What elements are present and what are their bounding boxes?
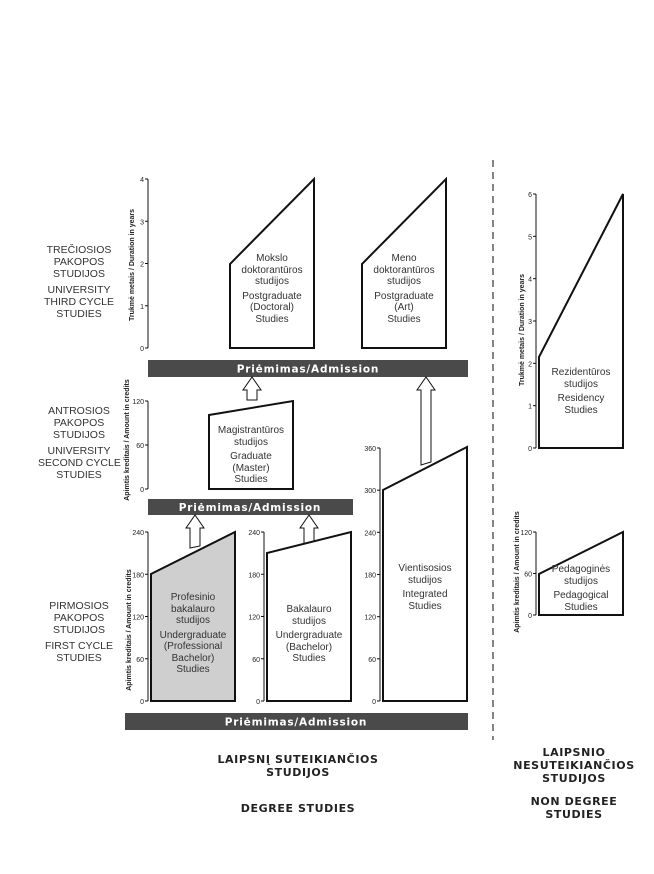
nondegree-studies-caption-lt: LAIPSNIO NESUTEIKIANČIOS STUDIJOS [513, 746, 635, 785]
axis-integrated-credits-tick-label: 120 [364, 614, 376, 622]
axis-bachelor-credits-tick-label: 240 [248, 530, 260, 537]
axis-doctoral-years-tick-label: 1 [140, 303, 144, 311]
axis-first-credits-tick-label: 180 [132, 572, 144, 580]
axis-integrated-credits-tick-label: 60 [368, 656, 376, 664]
axis-residency-years-tick-label: 1 [528, 403, 532, 411]
axis-residency-years-tick-label: 4 [528, 276, 532, 284]
axis-title-credits-pedagogical: Apimtis kreditais / Amount in credits [514, 511, 521, 633]
axis-doctoral-years-tick-label: 4 [140, 177, 144, 184]
axis-residency-years-tick-label: 6 [528, 192, 532, 199]
axis-first-credits-tick-label: 120 [132, 614, 144, 622]
axis-doctoral-years-tick-label: 0 [140, 346, 144, 353]
axis-residency-years-tick-label: 2 [528, 361, 532, 369]
axis-bachelor-credits-tick-label: 120 [248, 614, 260, 622]
admission-bar-third [148, 360, 468, 377]
axis-title-credits-first: Apimtis kreditais / Amount in credits [126, 569, 133, 691]
axis-title-credits-master: Apimtis kreditais / Amount in credits [124, 379, 131, 501]
axis-title-duration-residency: Trukmė metais / Duration in years [519, 273, 526, 387]
axis-bachelor-credits-tick-label: 0 [256, 699, 260, 706]
axis-integrated-credits-tick-label: 360 [364, 446, 376, 453]
axis-integrated-credits-tick-label: 300 [364, 488, 376, 496]
axis-residency-years-tick-label: 0 [528, 446, 532, 453]
axis-bachelor-credits-tick-label: 180 [248, 572, 260, 580]
program-doctoral-label: Mokslo doktorantūros studijos Postgraduate (Doctoral) Studies [241, 253, 303, 325]
axis-integrated-credits-tick-label: 240 [364, 530, 376, 538]
admission-bar-first [125, 713, 468, 730]
program-art-label: Meno doktorantūros studijos Postgraduate (Art) Studies [373, 253, 435, 325]
degree-studies-caption-lt: LAIPSNĮ SUTEIKIANČIOS STUDIJOS [217, 753, 379, 779]
svg-text:Priėmimas/Admission: Priėmimas/Admission [178, 502, 322, 514]
axis-first-credits-tick-label: 240 [132, 530, 144, 537]
axis-doctoral-years-tick-label: 3 [140, 219, 144, 227]
arrow-integrated-to-third [417, 377, 435, 465]
axis-master-credits-tick-label: 120 [132, 399, 144, 406]
axis-first-credits-tick-label: 60 [136, 656, 144, 664]
axis-title-duration-third: Trukmė metais / Duration in years [129, 208, 136, 322]
program-pedagogical-label: Pedagoginės studijos Pedagogical Studies [551, 564, 611, 613]
program-residency-label: Rezidentūros studijos Residency Studies [551, 367, 611, 416]
arrow-bachelor-to-second [300, 515, 318, 544]
axis-residency-years-tick-label: 3 [528, 319, 532, 326]
program-master-label: Magistrantūros studijos Graduate (Master) Studies [217, 425, 285, 485]
axis-integrated-credits-tick-label: 0 [372, 699, 376, 706]
axis-doctoral-years-tick-label: 2 [140, 261, 144, 269]
degree-studies-caption-en: DEGREE STUDIES [240, 802, 356, 815]
axis-residency-years-tick-label: 5 [528, 234, 532, 242]
svg-text:Priėmimas/Admission: Priėmimas/Admission [224, 716, 368, 729]
axis-master-credits-tick-label: 60 [136, 443, 144, 450]
program-integrated-label: Vientisosios studijos Integrated Studies [398, 563, 452, 612]
level-label-third: TREČIOSIOS PAKOPOS STUDIJOS UNIVERSITY THIRD CYCLE STUDIES [43, 244, 114, 320]
axis-first-credits-tick-label: 0 [140, 699, 144, 706]
arrow-professional-to-second [186, 515, 204, 548]
svg-text:Priėmimas/Admission: Priėmimas/Admission [236, 363, 380, 376]
axis-pedagogical-credits-tick-label: 0 [528, 613, 532, 620]
program-professional-label: Profesinio bakalauro studijos Undergraduate (Professional Bachelor) Studies [159, 592, 227, 675]
axis-bachelor-credits-tick-label: 60 [252, 656, 260, 664]
admission-bar-second [148, 499, 353, 515]
axis-pedagogical-credits-tick-label: 120 [520, 530, 532, 537]
axis-pedagogical-credits-tick-label: 60 [524, 571, 532, 579]
program-bachelor-label: Bakalauro studijos Undergraduate (Bachelor) Studies [275, 604, 343, 664]
level-label-first: PIRMOSIOS PAKOPOS STUDIJOS FIRST CYCLE STUDIES [44, 600, 114, 664]
arrow-master-to-third [243, 377, 261, 400]
nondegree-studies-caption-en: NON DEGREE STUDIES [530, 795, 618, 821]
axis-integrated-credits-tick-label: 180 [364, 572, 376, 580]
level-label-second: ANTROSIOS PAKOPOS STUDIJOS UNIVERSITY SECOND CYCLE STUDIES [38, 405, 121, 481]
axis-master-credits-tick-label: 0 [140, 487, 144, 494]
